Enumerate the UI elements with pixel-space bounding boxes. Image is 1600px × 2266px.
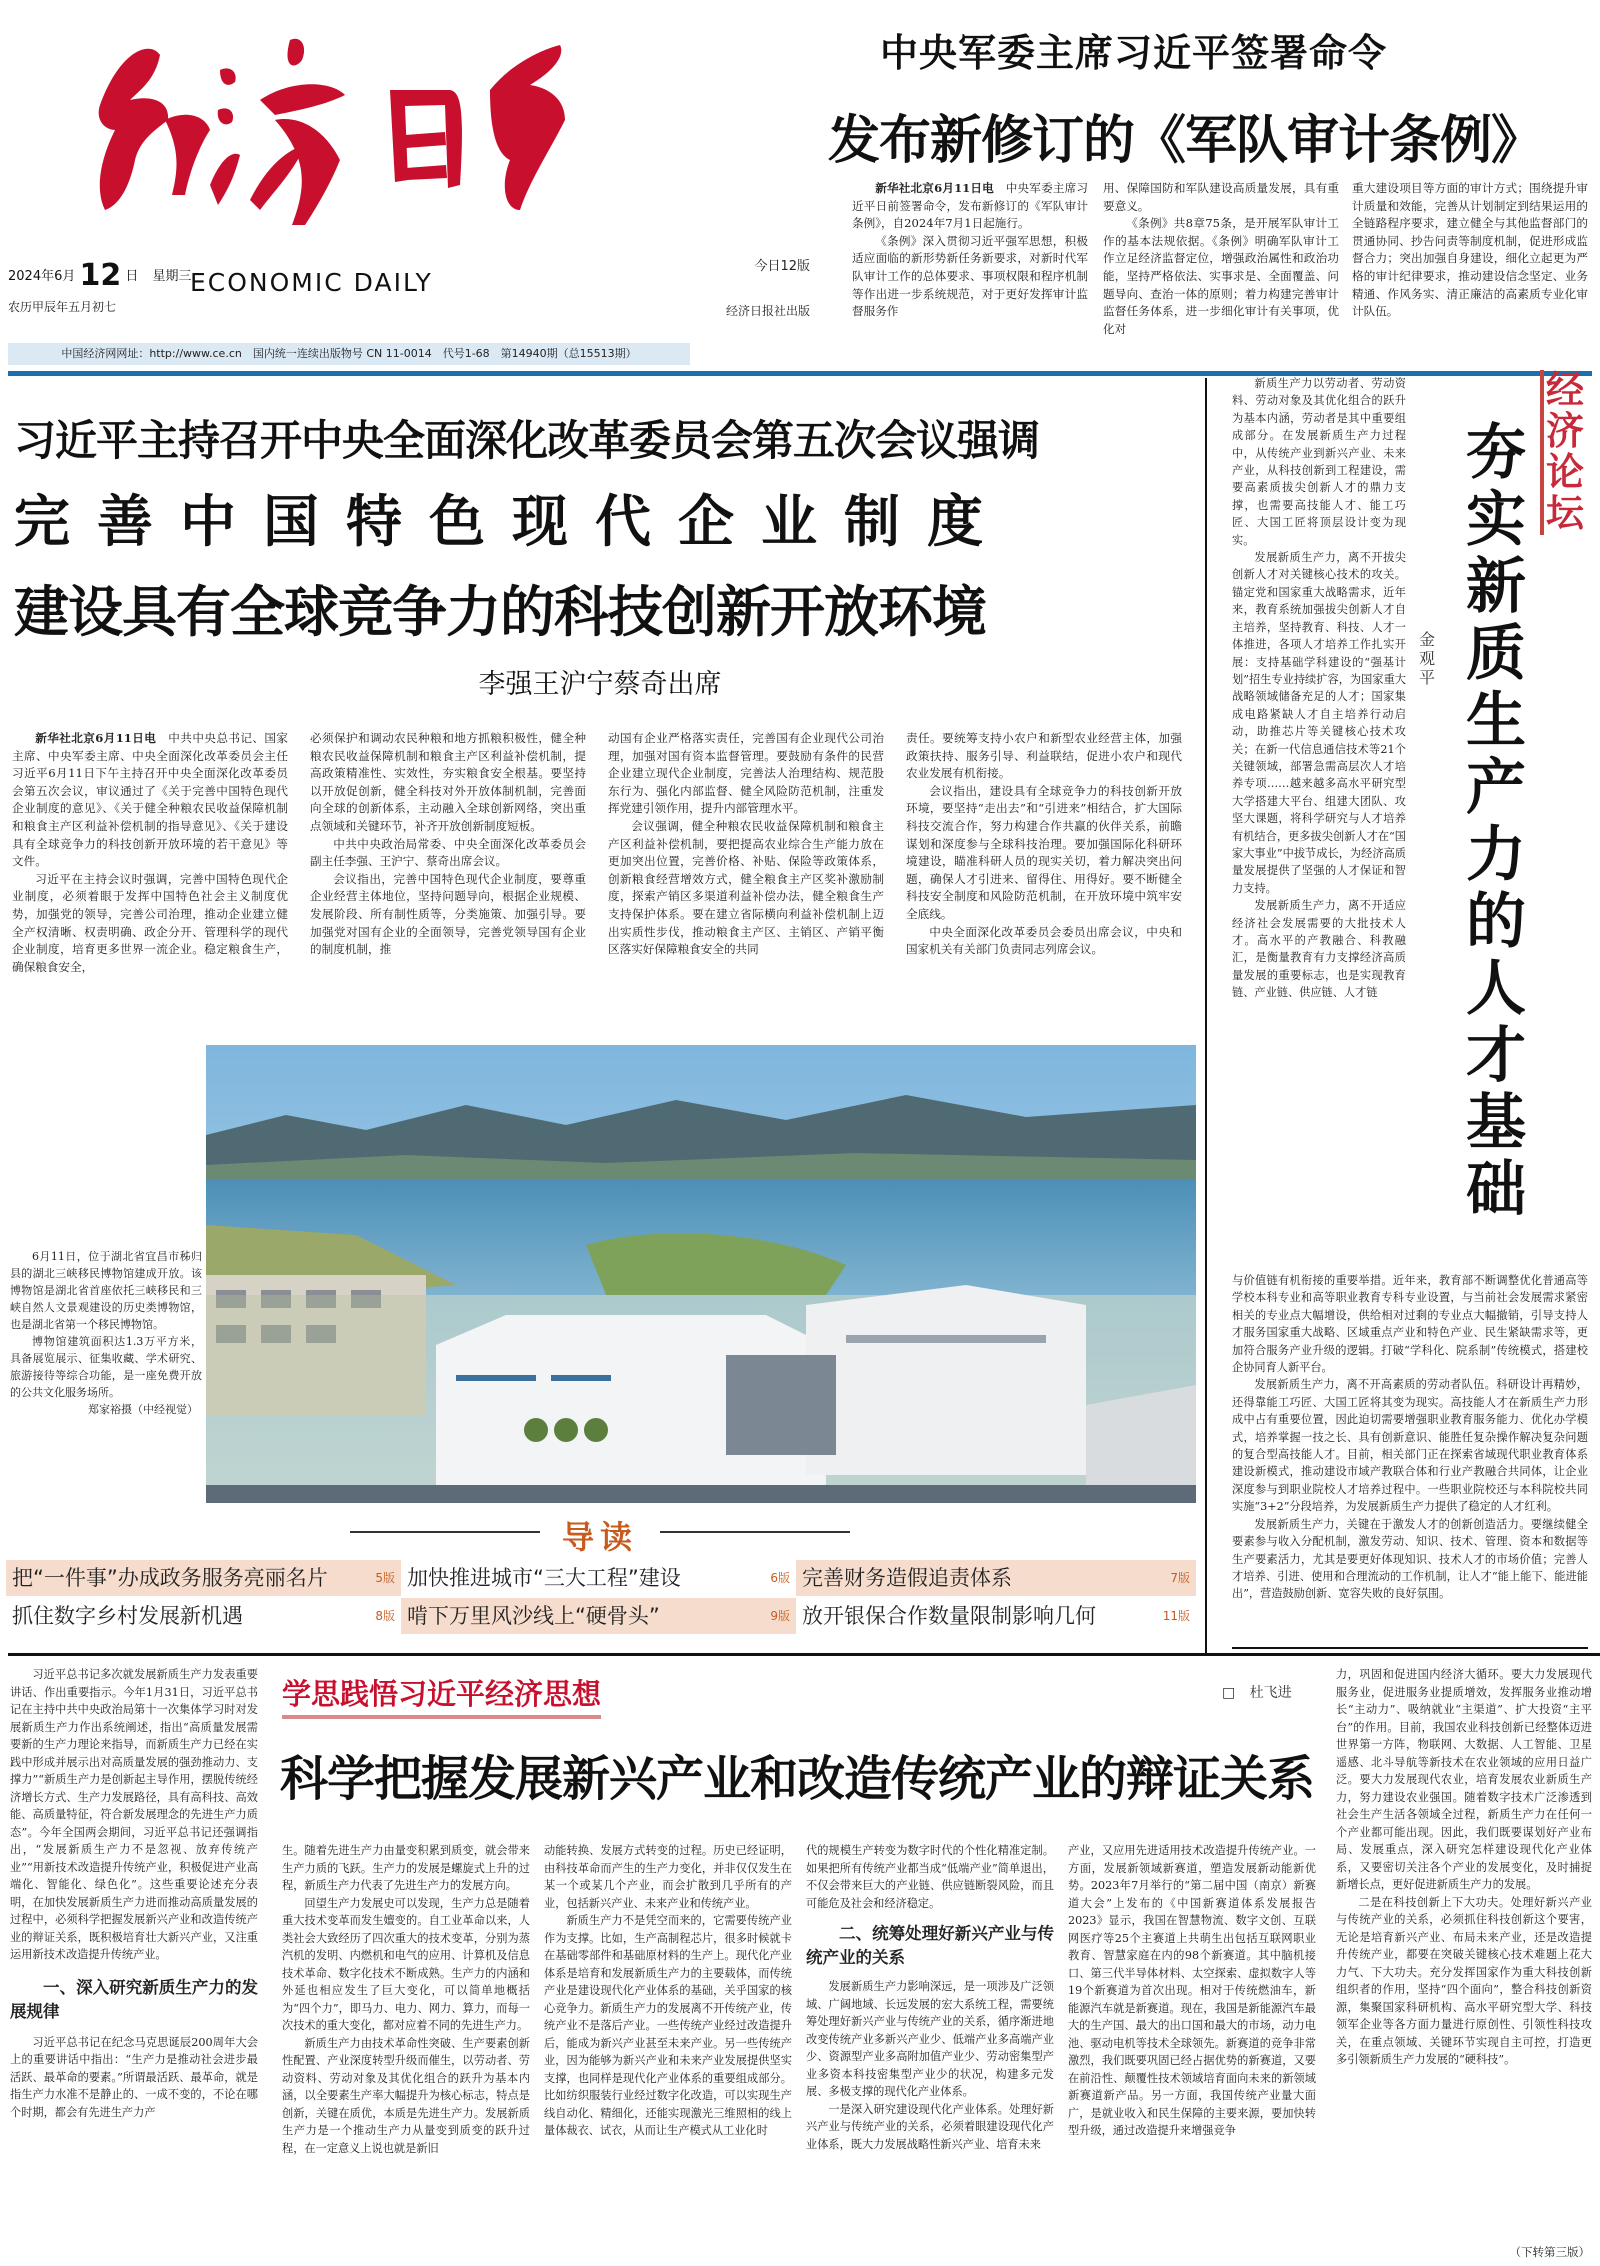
feature-column-2 [282,1842,530,2266]
top-story-para: 用、保障国防和军队建设高质量发展，具有重要意义。 [1103,181,1339,213]
guide-item-page: 6版 [770,1571,790,1585]
forum-para: 发展新质生产力，离不开高素质的劳动者队伍。科研设计再精妙，还得靠能工巧匠、大国工匠将其变为现实。高技能人才在新质生产力形成中占有重要位置，因此迫切需要增强职业教育服务能力、优化办学模式，培养掌握一技之长、具有创新意识、能胜任复杂操作解决复杂问题的复合型高技能人才。目前，相关部门正在探索省域现代职业教育体系建设新模式，推动建设市域产教联合体和行业产教融合共同体，让企业深度参与到职业院校人才培养过程中。一些职业院校还与本科院校共同实施“3+2”分段培养，为发展新质生产力提供了稳定的人才红利。 [1232,1378,1588,1514]
dateline: 新华社北京6月11日电 [35,731,157,745]
feature-para: 新质生产力由技术革命性突破、生产要素创新性配置、产业深度转型升级而催生，以劳动者、劳动资料、劳动对象及其优化组合的跃升为基本内涵，以全要素生产率大幅提升为核心标志，特点是创新，关键在质优，本质是先进生产力。发展新质生产力是一个推动生产力从量变到质变的跃升过程，在一定意义上说也就是新旧 [282,2036,530,2155]
feature-column-1 [10,1666,258,2266]
guide-item[interactable] [6,1560,401,1596]
top-story-column-2 [1103,180,1339,338]
publication-info-bar: 中国经济网网址：http://www.ce.cn 国内统一连续出版物号 CN 11-0014 代号1-68 第14940期（总15513期） [8,343,690,365]
feature-para: 新质生产力不是凭空而来的，它需要传统产业作为支撑。比如，生产高制程芯片，很多时候就卡在基础零部件和基础原材料的生产上。现代化产业体系是培育和发展新质生产力的主要载体，而传统产业是建设现代化产业体系的基础，关乎国家的核心竞争力。新质生产力的发展离不开传统产业，传统产业不是落后产业。一些传统产业经过改造提升后，能成为新兴产业甚至未来产业。另一些传统产业，因为能够为新兴产业和未来产业发展提供坚实支撑，也同样是现代化产业体系的重要组成部分。比如纺织服装行业经过数字化改造，可以实现生产线自动化、精细化，还能实现激光三维照相的线上量体裁衣、试衣，从而让生产模式从工业化时 [544,1914,792,2137]
date-prefix: 2024年6月 [8,269,76,284]
lead-para: 会议指出，完善中国特色现代企业制度，要尊重企业经营主体地位，坚持问题导向，根据企业规模、发展阶段、所有制性质等，分类施策、加强引导。要加强党对国有企业的全面领导，完善党领导国有企业的制度机制，推 [310,871,586,957]
guide-item-label: 放开银保合作数量限制影响几何 [802,1604,1096,1628]
caption-para: 博物馆建筑面积达1.3万平方米，具备展览展示、征集收藏、学术研究、旅游接待等综合功能，是一座免费开放的公共文化服务场所。 [10,1335,202,1399]
lead-column-2 [310,730,586,1036]
lead-subhead: 李强王沪宁蔡奇出席 [478,669,722,700]
lead-kicker[interactable]: 习近平主持召开中央全面深化改革委员会第五次会议强调 [14,416,1040,465]
lead-para: 动国有企业严格落实责任，完善国有企业现代公司治理，加强对国有资本监督管理。要鼓励有条件的民营企业建立现代企业制度，完善法人治理结构、规范股东行为、强化内部监督、健全风险防范机制，注重发挥党建引领作用，提升内部管理水平。 [608,731,884,816]
lunar-date: 农历甲辰年五月初七 [8,300,117,314]
guide-item-page: 5版 [375,1571,395,1585]
top-story-headline-2[interactable]: 发布新修订的《军队审计条例》 [828,111,1543,171]
author-box-icon: □ [1222,1685,1236,1701]
feature-column-5 [1068,1842,1316,2266]
lead-headline-1[interactable]: 完善中国特色现代企业制度 [14,490,1010,555]
weekday: 星期三 [152,269,192,284]
forum-left-border [1205,378,1207,1653]
feature-byline [1222,1682,1292,1702]
feature-para: 生。随着先进生产力由量变积累到质变，就会带来生产力质的飞跃。生产力的发展是螺旋式上升的过程，新质生产力代表了先进生产力的发展方向。 [282,1844,530,1892]
para-text: 中央军委主席习近平日前签署命令，发布新修订的《军队审计条例》，自2024年7月1日起施行。 [852,181,1088,231]
top-story-para: 《条例》共8章75条，是开展军队审计工作的基本法规依据。《条例》明确军队审计工作立足经济监督定位，增强政治属性和政治功能，坚持严格依法、实事求是、全面覆盖、问题导向、查治一体的原则；着力构建完善审计监督任务体系，进一步细化审计有关事项，优化对 [1103,216,1339,336]
section-divider [8,1653,1600,1656]
dateline: 新华社北京6月11日电 [875,181,994,195]
newspaper-logo [60,10,580,240]
english-name: ECONOMIC DAILY [190,268,433,297]
museum-photo[interactable] [206,1045,1196,1503]
top-story-para: 《条例》深入贯彻习近平强军思想，积极适应面临的新形势新任务新要求，对新时代军队审计工作的总体要求、事项权限和程序机制等作出进一步系统规范，对于更好发挥审计监督服务作 [852,233,1088,319]
forum-column-wide [1232,1272,1588,1642]
feature-author: 杜飞进 [1249,1685,1292,1701]
feature-para: 力，巩固和促进国内经济大循环。要大力发展现代服务业，促进服务业提质增效，发挥服务业推动增长“主动力”、吸纳就业“主渠道”、扩大投资“主平台”的作用。目前，我国农业科技创新已经整体迈进世界第一方阵，物联网、大数据、人工智能、卫星遥感、北斗导航等新技术在农业领域的应用日益广泛。要大力发展现代农业，培育发展农业新质生产力，努力建设农业强国。随着数字技术广泛渗透到社会生产生活各领域全过程，新质生产力在任何一个产业都可能出现。因此，我们既要谋划好产业布局、发展重点，深入研究怎样建设现代化产业体系，又要密切关注各个产业的发展变化，及时捕捉新增长点，更好促进新质生产力的发展。 [1336,1668,1592,1891]
lead-para [12,730,288,871]
feature-column-4 [806,1842,1054,2266]
guide-item-label: 完善财务造假追责体系 [802,1566,1012,1590]
lead-para: 必须保护和调动农民种粮和地方抓粮积极性，健全种粮农民收益保障机制和粮食主产区利益补偿机制，提高政策精准性、实效性，夯实粮食安全根基。要坚持以开放促创新，健全科技对外开放体制机制，完善面向全球的创新体系，主动融入全球创新网络，突出重点领域和关键环节，补齐开放创新制度短板。 [310,731,586,833]
feature-column-6 [1336,1666,1592,2248]
date-day: 12 [79,258,122,293]
forum-para: 发展新质生产力，离不开拔尖创新人才对关键核心技术的攻关。锚定党和国家重大战略需求，近年来，教育系统加强拔尖创新人才自主培养，坚持教育、科技、人才一体推进，各项人才培养工作扎实开展：支持基础学科建设的“强基计划”招生专业持续扩容，为国家重大战略领域储备充足的人才；国家集成电路紧缺人才自主培养行动启动，助推芯片等关键核心技术攻关；在新一代信息通信技术等21个关键领域，部署急需高层次人才培养专项……越来越多高水平研究型大学搭建大平台、组建大团队、攻坚大课题，将科学研究与人才培养有机结合，更多拔尖创新人才在“国家大事业”中拔节成长，为经济高质量发展提供了坚强的人才保证和智力支持。 [1232,551,1406,895]
forum-column-narrow [1232,375,1406,1270]
forum-para: 发展新质生产力，离不开适应经济社会发展需要的大批技术人才。高水平的产教融合、科教融汇，是衡量教育有力支撑经济高质量发展的重要标志，也是实现教育链、产业链、供应链、人才链 [1232,899,1406,1000]
guide-item-page: 8版 [375,1609,395,1623]
feature-para: 二是在科技创新上下大功夫。处理好新兴产业与传统产业的关系，必须抓住科技创新这个要害，无论是培育新兴产业、布局未来产业，还是改造提升传统产业，都要在突破关键核心技术难题上花大力气、下大功夫。充分发挥国家作为重大科技创新组织者的作用，坚持“四个面向”，整合科技创新资源，集聚国家科研机构、高水平研究型大学、科技领军企业等各方面力量进行原创性、引领性科技攻关，在重点领域、关键环节实现自主可控，打造更多引领新质生产力发展的“硬科技”。 [1336,1895,1592,2066]
top-story-column-3 [1352,180,1588,338]
lead-column-3 [608,730,884,1036]
lead-para: 习近平在主持会议时强调，完善中国特色现代企业制度，必须着眼于发挥中国特色社会主义制度优势，加强党的领导，完善公司治理，推动企业建立健全产权清晰、权责明确、政企分开、管理科学的现代企业制度，培育更多世界一流企业。稳定粮食生产，确保粮食安全， [12,871,288,974]
photo-credit: 郑家裕摄（中经视觉） [88,1403,198,1416]
guide-item-page: 7版 [1170,1571,1190,1585]
forum-author: 金观平 [1418,630,1435,687]
top-story-para [852,180,1088,233]
guide-item-page: 11版 [1162,1609,1190,1623]
guide-item-label: 加快推进城市“三大工程”建设 [407,1566,681,1590]
calligraphy-logo [60,10,580,240]
lead-para: 中共中央政治局常委、中央全面深化改革委员会副主任李强、王沪宁、蔡奇出席会议。 [310,836,586,869]
feature-para: 代的规模生产转变为数字时代的个性化精准定制。如果把所有传统产业都当成“低端产业”简单退出，不仅会带来巨大的产业链、供应链断裂风险，而且可能危及社会和经济稳定。 [806,1844,1054,1910]
forum-para: 与价值链有机衔接的重要举措。近年来，教育部不断调整优化普通高等学校本科专业和高等职业教育专科专业设置，与当前社会发展需求紧密相关的专业点大幅增设，供给相对过剩的专业点大幅撤销，引导支持人才服务国家重大战略、区域重点产业和特色产业、民生紧缺需求等，更加符合服务产业升级的逻辑。打破“学科化、院系制”传统模式，搭建校企协同育人新平台。 [1232,1274,1588,1375]
feature-column-3 [544,1842,792,2266]
pages-today: 今日12版 [754,259,810,274]
feature-kicker[interactable]: 学思践悟习近平经济思想 [282,1672,601,1719]
lead-para: 会议强调，健全种粮农民收益保障机制和粮食主产区利益补偿机制，要把提高农业综合生产能力放在更加突出位置，完善价格、补贴、保险等政策体系，创新粮食经营增效方式，健全粮食主产区奖补激励制度，探索产销区多渠道利益补偿办法，健全粮食生产支持保护体系。要在建立省际横向利益补偿机制上迈出实质性步伐，推动粮食主产区、主销区、产销平衡区落实好保障粮食安全的共同 [608,818,884,957]
lead-para: 会议指出，建设具有全球竞争力的科技创新开放环境，要坚持“走出去”和“引进来”相结合，扩大国际科技交流合作，努力构建合作共赢的伙伴关系，前瞻谋划和深度参与全球科技治理。要加强国际化科研环境建设，瞄准科研人员的现实关切，着力解决突出问题，确保人才引进来、留得住、用得好。要不断健全科技安全制度和风险防范机制，在开放环境中筑牢安全底线。 [906,783,1182,921]
continued-note[interactable]: （下转第三版） [1509,2245,1590,2259]
guide-item[interactable] [796,1598,1196,1634]
guide-item[interactable] [401,1598,796,1634]
feature-para: 产业，又应用先进适用技术改造提升传统产业。一方面，发展新领域新赛道，塑造发展新动能新优势。2023年7月举行的“第二届中国（南京）新赛道大会”上发布的《中国新赛道体系发展报告2023》显示，我国在智慧物流、数字文创、互联网医疗等25个主赛道上共萌生出包括互联网职业教育、智慧家庭在内的98个新赛道。其中脑机接口、第三代半导体材料、太空探索、虚拟数字人等19个新赛道为首次出现。相对于传统燃油车，新能源汽车就是新赛道。现在，我国是新能源汽车最大的生产国、最大的出口国和最大的市场，动力电池、驱动电机等技术全球领先。新赛道的竞争非常激烈，我们既要巩固已经占据优势的新赛道，又要在前沿性、颠覆性技术领域培育面向未来的新领域新赛道新产品。另一方面，我国传统产业量大面广，是就业收入和民生保障的主要来源，要加快转型升级，通过改造提升来增强竞争 [1068,1844,1316,2137]
forum-bottom-rule [1232,1647,1588,1649]
photo-caption [10,1248,202,1493]
feature-section-heading-1: 一、深入研究新质生产力的发展规律 [10,1977,258,2021]
feature-section-heading-2: 二、统筹处理好新兴产业与传统产业的关系 [806,1924,1054,1967]
feature-para: 习近平总书记在纪念马克思诞辰200周年大会上的重要讲话中指出：“生产力是推动社会进步最活跃、最革命的要素。”所谓最活跃、最革命，就是指生产力水准不是静止的、一成不变的，不论在哪个时期，都会有先进生产力产 [10,2035,258,2119]
feature-para: 发展新质生产力影响深远，是一项涉及广泛领域、广阔地域、长远发展的宏大系统工程，需要统筹处理好新兴产业与传统产业的关系，循序渐进地改变传统产业多新兴产业少、低端产业多高端产业少、资源型产业多高附加值产业少、劳动密集型产业多资本科技密集型产业少的状况，构建多元发展、多极支撑的现代化产业体系。 [806,1980,1054,2098]
feature-para: 一是深入研究建设现代化产业体系。处理好新兴产业与传统产业的关系，必须着眼建设现代化产业体系，既大力发展战略性新兴产业、培育未来 [806,2102,1054,2151]
feature-headline[interactable]: 科学把握发展新兴产业和改造传统产业的辩证关系 [280,1751,1315,1807]
top-story-para: 重大建设项目等方面的审计方式；围绕提升审计质量和效能，完善从计划制定到结果运用的全链路程序要求，建立健全与其他监督部门的贯通协同、抄告问责等制度机制，促进形成监督合力；突出加强自身建设，细化立起更为严格的审计纪律要求，推动建设信念坚定、业务精通、作风务实、清正廉洁的高素质专业化审计队伍。 [1352,181,1588,319]
guide-title: 导读 [561,1518,638,1556]
forum-para: 新质生产力以劳动者、劳动资料、劳动对象及其优化组合的跃升为基本内涵，劳动者是其中重要组成部分。在发展新质生产力过程中，从传统产业到新兴产业、未来产业，从科技创新到工程建设，需要高素质拔尖创新人才的鼎力支撑，也需要高技能人才、能工巧匠、大国工匠将顶层设计变为现实。 [1232,377,1406,547]
guide-item[interactable] [401,1560,796,1596]
top-story-column-1 [852,180,1088,338]
issue-date [8,258,192,293]
guide-item-label: 把“一件事”办成政务服务亮丽名片 [12,1566,328,1590]
top-story-headline-1[interactable]: 中央军委主席习近平签署命令 [880,31,1388,75]
publisher: 经济日报社出版 [725,304,810,318]
forum-para: 发展新质生产力，关键在于激发人才的创新创造活力。要继续健全要素参与收入分配机制，激发劳动、知识、技术、管理、资本和数据等生产要素活力，尤其是要更好体现知识、技术人才的市场价值；完善人才培养、引进、使用和合理流动的工作机制，让人才“能上能下、能进能出”，营造鼓励创新、宽容失败的良好氛围。 [1232,1517,1588,1601]
forum-tag: 经济论坛 [1540,370,1582,535]
guide-item-label: 啃下万里风沙线上“硬骨头” [407,1604,660,1628]
guide-item-page: 9版 [770,1609,790,1623]
para-text: 中共中央总书记、国家主席、中央军委主席、中央全面深化改革委员会主任习近平6月11日下午主持召开中央全面深化改革委员会第五次会议，审议通过了《关于完善中国特色现代企业制度的意见》、《关于健全种粮农民收益保障机制和粮食主产区利益补偿机制的指导意见》、《关于建设具有全球竞争力的科技创新开放环境的若干意见》等文件。 [12,731,288,869]
feature-para: 回望生产力发展史可以发现，生产力总是随着重大技术变革而发生嬗变的。自工业革命以来，人类社会大致经历了四次重大的技术变革，分别为蒸汽机的发明、内燃机和电气的应用、计算机及信息技术革命、数字化技术不断成熟。生产力的内涵和外延也相应发生了巨大变化，可以简单地概括为“四个力”，即马力、电力、网力、算力，而每一次技术的重大变化，都对应着不同的先进生产力。 [282,1896,530,2032]
lead-headline-2[interactable]: 建设具有全球竞争力的科技创新开放环境 [14,580,987,644]
guide-item[interactable] [796,1560,1196,1596]
feature-para: 习近平总书记多次就发展新质生产力发表重要讲话、作出重要指示。今年1月31日，习近平总书记在主持中共中央政治局第十一次集体学习时对发展新质生产力作出系统阐述，指出“高质量发展需要新的生产力理论来指导，而新质生产力已经在实践中形成并展示出对高质量发展的强劲推动力、支撑力”“新质生产力是创新起主导作用，摆脱传统经济增长方式、生产力发展路径，具有高科技、高效能、高质量特征，符合新发展理念的先进生产力质态”。今年全国两会期间，习近平总书记还强调指出，“发展新质生产力不是忽视、放弃传统产业”“用新技术改造提升传统产业，积极促进产业高端化、智能化、绿色化”。这些重要论述充分表明，在加快发展新质生产力进而推动高质量发展的过程中，必须科学把握发展新兴产业和改造传统产业的辩证关系，既积极培育壮大新兴产业，又注重运用新技术改造提升传统产业。 [10,1668,258,1961]
lead-column-1 [12,730,288,1036]
forum-title[interactable]: 夯实新质生产力的人才基础 [1466,418,1526,1225]
lead-para: 中央全面深化改革委员会委员出席会议，中央和国家机关有关部门负责同志列席会议。 [906,924,1182,957]
lead-para: 责任。要统筹支持小农户和新型农业经营主体，加强政策扶持、服务引导、利益联结，促进小农户和现代农业发展有机衔接。 [906,731,1182,781]
lead-column-4 [906,730,1182,1036]
feature-para: 动能转换、发展方式转变的过程。历史已经证明，由科技革命而产生的生产力变化，并非仅仅发生在某一个或某几个产业，而会扩散到几乎所有的产业，包括新兴产业、未来产业和传统产业。 [544,1844,792,1910]
caption-para: 6月11日，位于湖北省宜昌市秭归县的湖北三峡移民博物馆建成开放。该博物馆是湖北省首座依托三峡移民和三峡自然人文景观建设的历史类博物馆，也是湖北省第一个移民博物馆。 [10,1250,202,1331]
guide-item[interactable] [6,1598,401,1634]
date-suffix: 日 [125,269,139,284]
photo-illustration [206,1045,1196,1503]
guide-item-label: 抓住数字乡村发展新机遇 [12,1604,243,1628]
